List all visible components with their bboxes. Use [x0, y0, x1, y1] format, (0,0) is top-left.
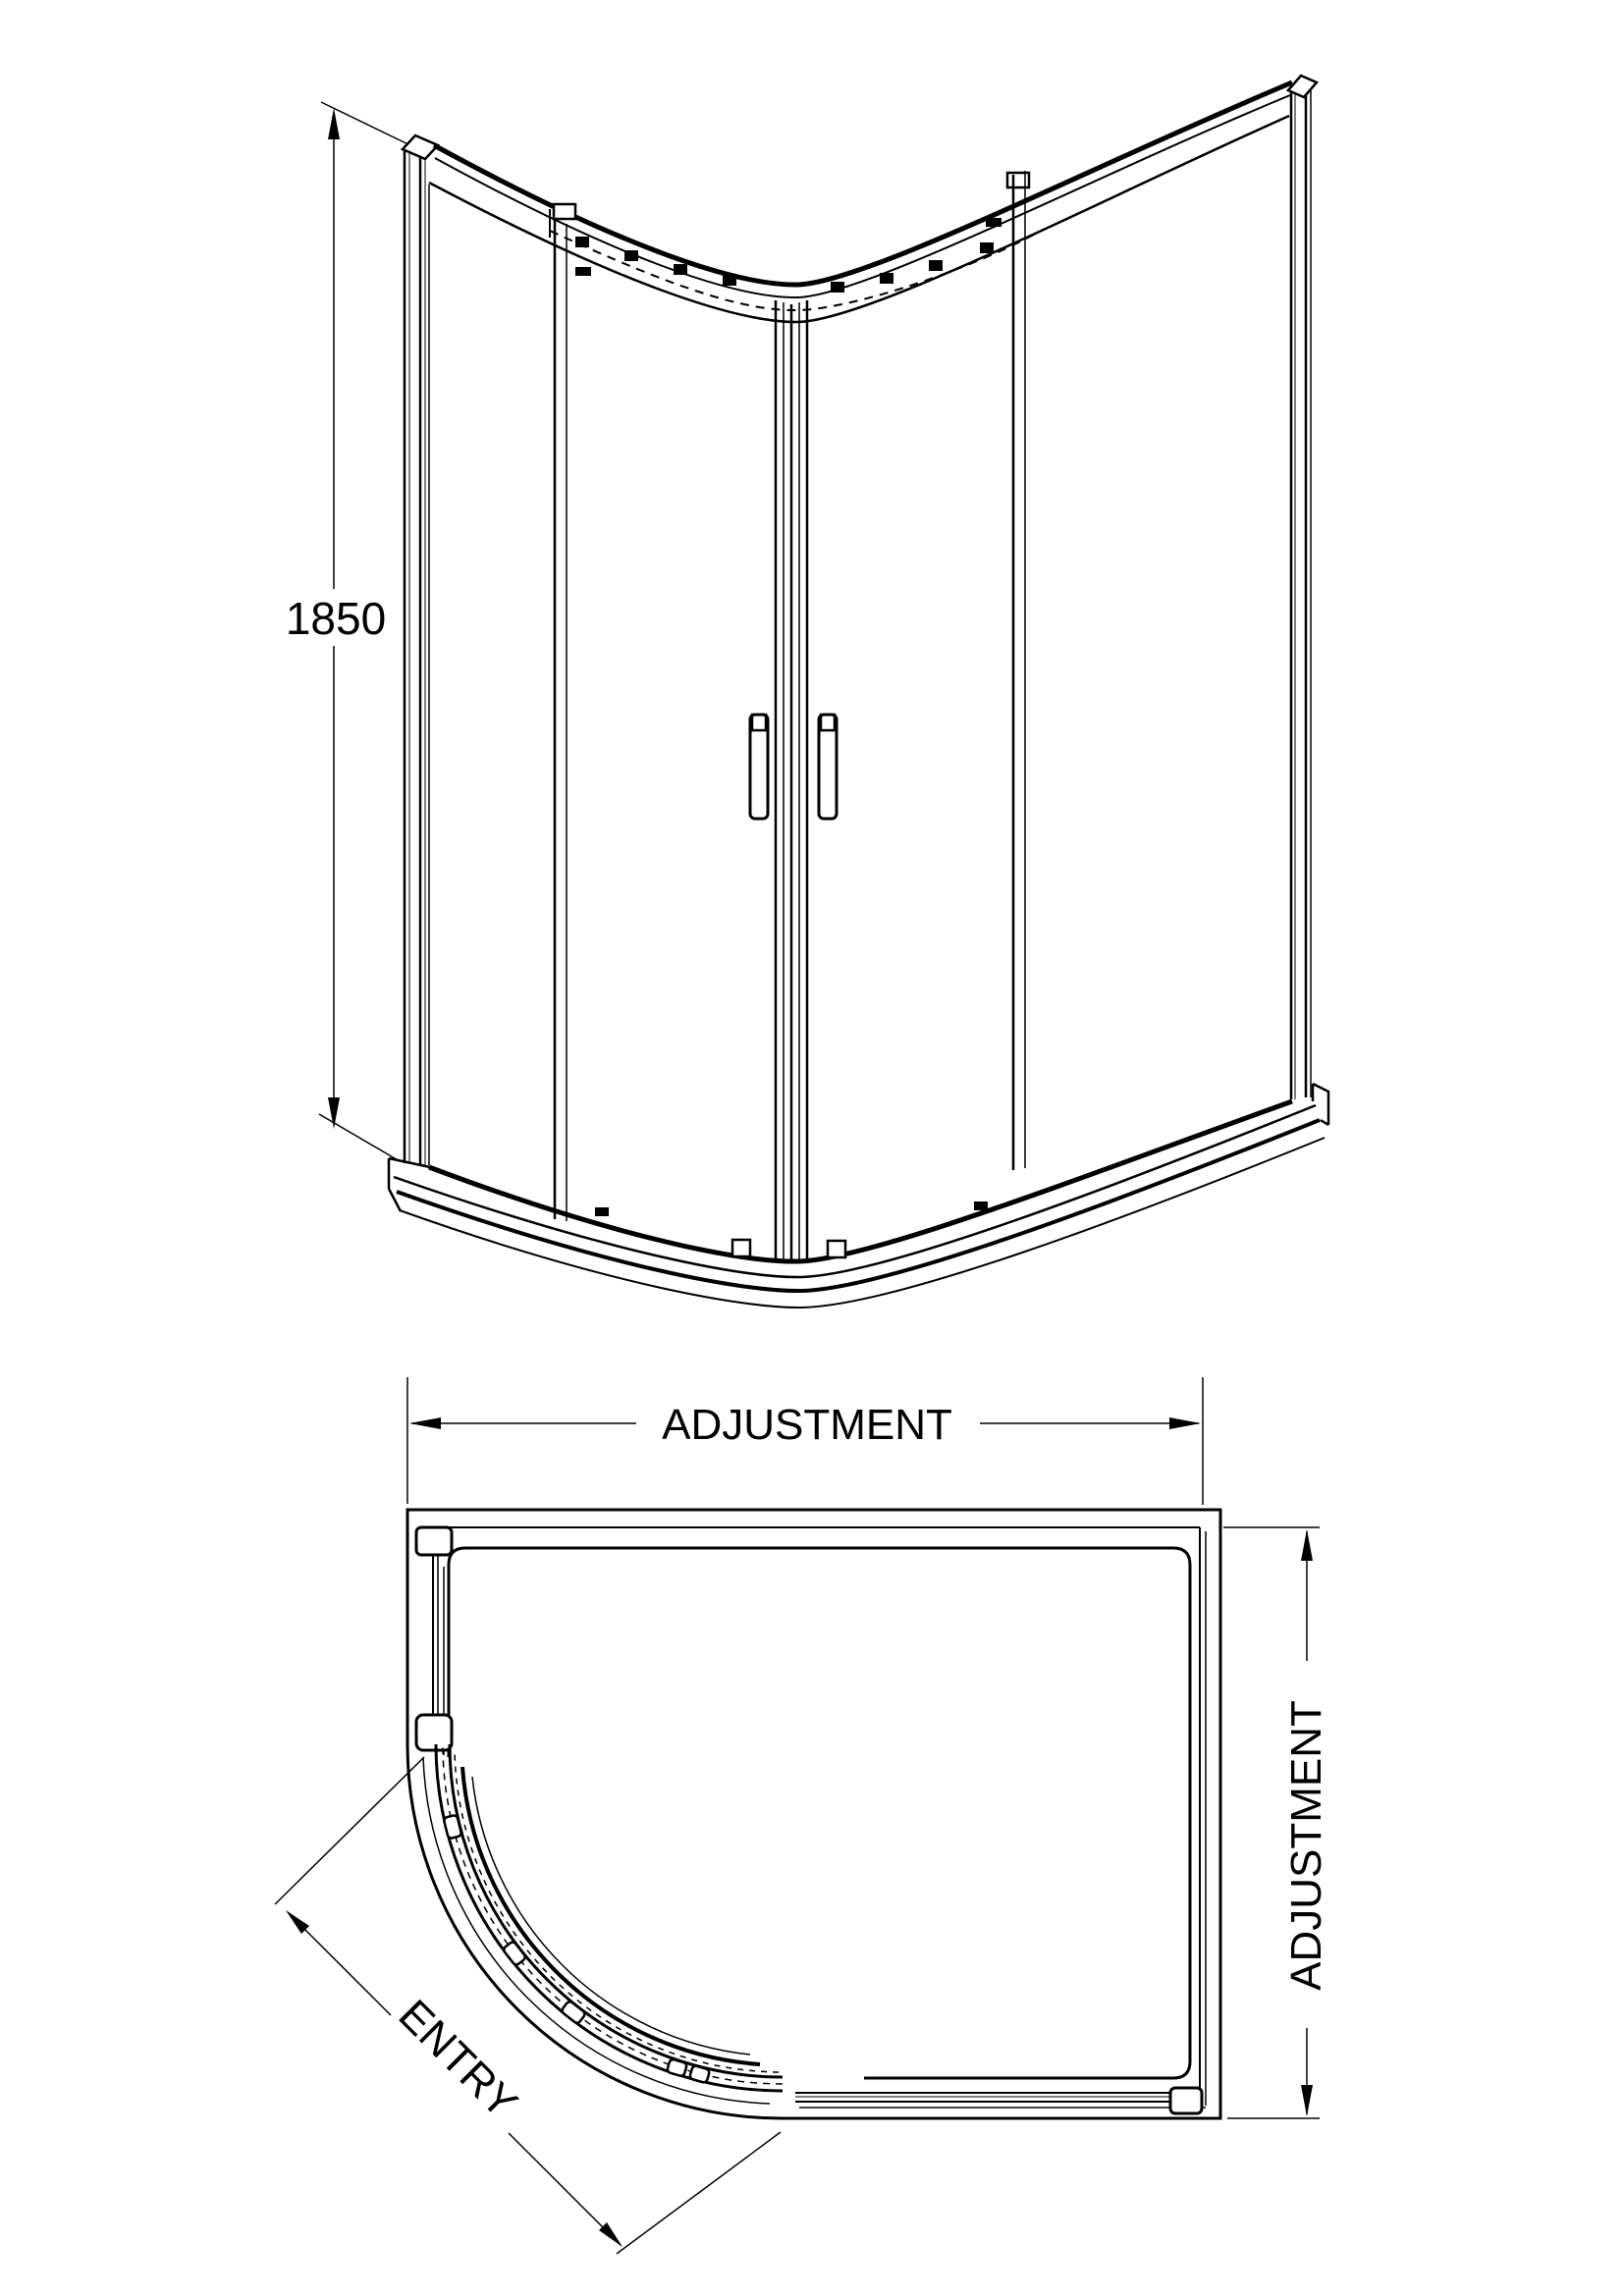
tray-outer-outline [407, 1510, 1220, 2118]
roller-bracket [561, 2001, 586, 2025]
top-rail-outer-curve [434, 82, 1292, 285]
top-rail-assembly [429, 82, 1292, 322]
right-frame-post [1288, 76, 1317, 1099]
plan-width-dimension [407, 1377, 1203, 1505]
left-frame-post [403, 135, 438, 1165]
bottom-clip-left [595, 1207, 609, 1216]
glass-clip-right [986, 218, 1001, 227]
plan-depth-dimension [1223, 1527, 1330, 2118]
entry-dimension-text: ENTRY [389, 1990, 527, 2128]
track-end-bracket-left [554, 204, 575, 219]
post-top-cap [1288, 76, 1317, 97]
door-end-profile-left [416, 1715, 452, 1750]
height-dimension-text: 1850 [285, 593, 387, 644]
elevation-height-dimension [286, 102, 416, 1161]
panel-dividers [555, 171, 1025, 1261]
door-bottom-guide-right [828, 1241, 845, 1257]
plan-view [275, 1377, 1330, 2254]
track-dashed-arc-inner [455, 1749, 779, 2072]
glass-clip-left [575, 267, 591, 276]
width-dimension-text: ADJUSTMENT [662, 1401, 952, 1449]
glass-inner-boundary [444, 1548, 1190, 2097]
track-outer-arc [436, 1744, 783, 2091]
extension-line-top [275, 1757, 424, 1904]
door-bottom-guide-left [732, 1240, 750, 1256]
bottom-rail-and-tray [389, 1084, 1328, 1308]
extension-line-bottom [617, 2132, 781, 2254]
arrowhead-down [328, 1097, 340, 1129]
post-top-cap [403, 135, 438, 159]
depth-dimension-text: ADJUSTMENT [1282, 1700, 1330, 1991]
arrowhead-right [1169, 1417, 1201, 1429]
wall-profile-bottom-right [1170, 2088, 1202, 2113]
sliding-door-glass-arc [462, 1767, 760, 2064]
elevation-view [286, 76, 1328, 1308]
tray-left-end-cap [389, 1158, 430, 1211]
arrowhead-down [1301, 2085, 1313, 2116]
plan-entry-dimension [275, 1757, 781, 2254]
door-handles [750, 715, 837, 819]
track-dashed-arc-outer [443, 1744, 783, 2084]
extension-line-bottom [319, 1114, 400, 1161]
arrowhead-up [328, 108, 340, 139]
arrowhead-up [1301, 1529, 1313, 1561]
roller-bracket [667, 2058, 687, 2076]
roller-bracket [689, 2065, 710, 2083]
arrowhead-left [409, 1417, 441, 1429]
bottom-clip-right [974, 1201, 988, 1210]
sliding-door-inner-arc [472, 1777, 750, 2055]
wall-profile-top-left [416, 1527, 452, 1555]
frame-inner-lines [432, 1527, 1206, 2108]
